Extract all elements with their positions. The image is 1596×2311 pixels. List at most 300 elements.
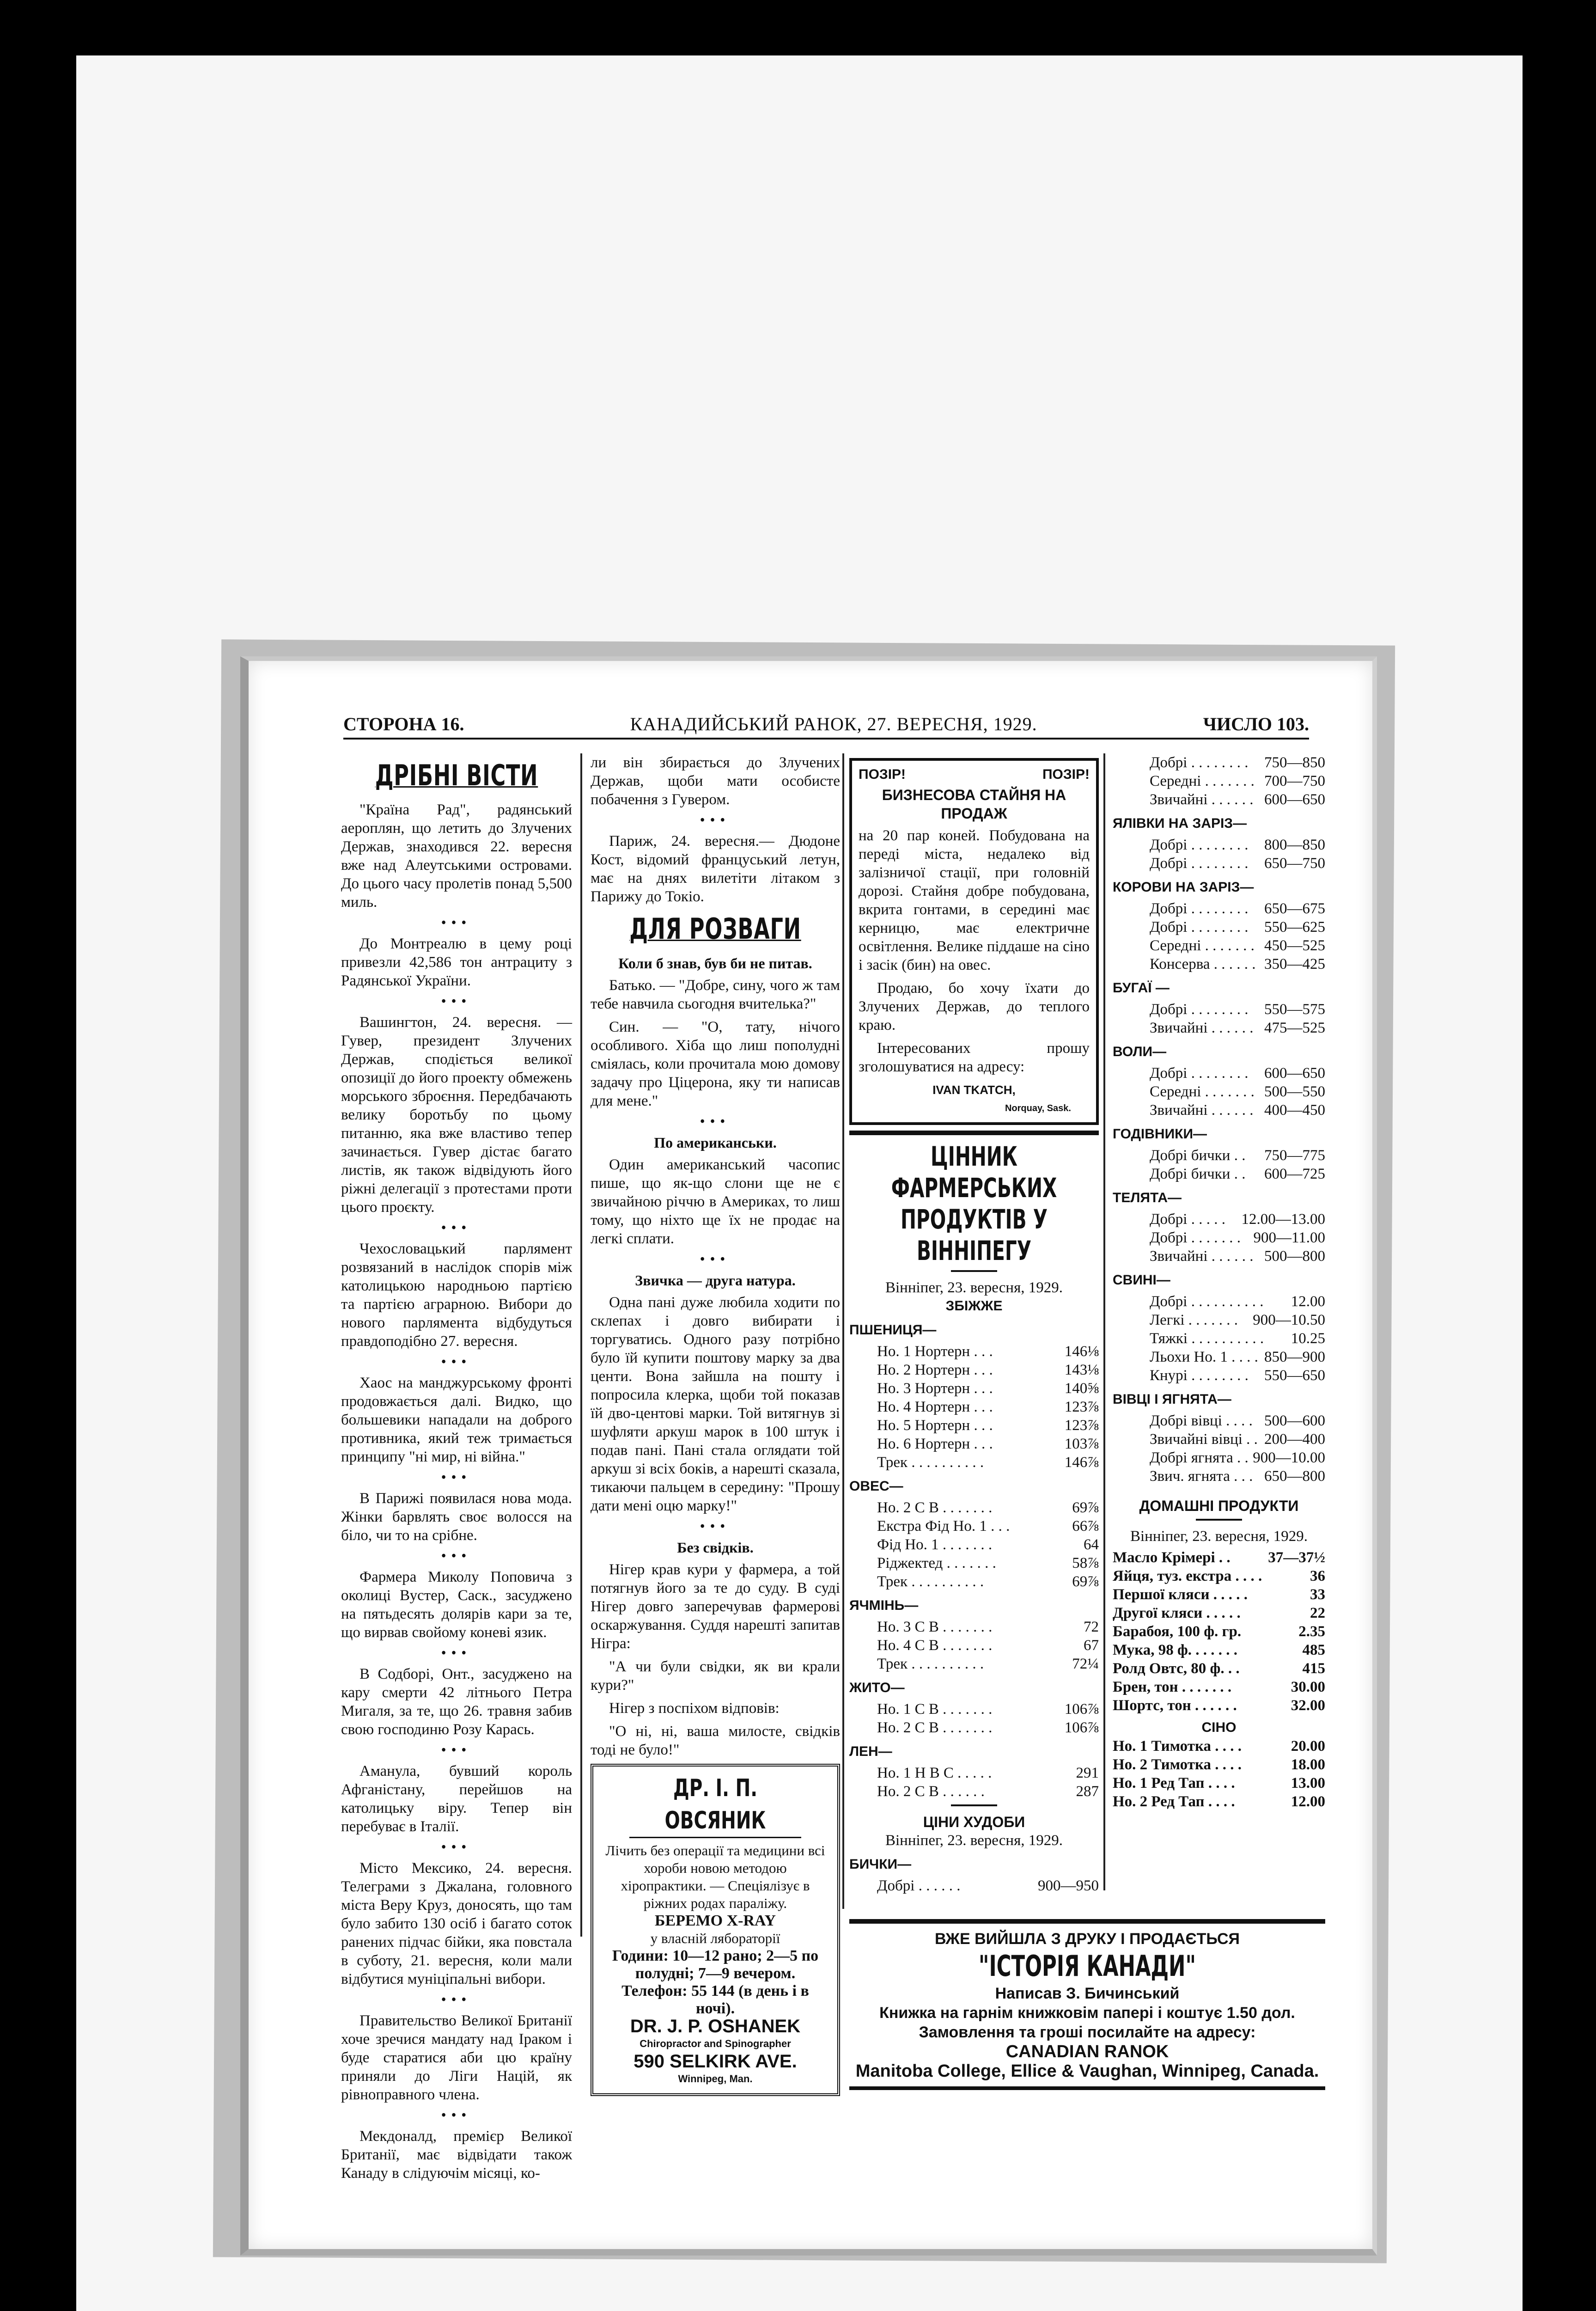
price-row xyxy=(877,1453,1099,1472)
price-label: Мука, 98 ф. . . . . . . xyxy=(1113,1642,1238,1658)
price-label: Брен, тон . . . . . . . xyxy=(1113,1679,1232,1695)
calves-prices xyxy=(1113,1210,1325,1266)
price-value: 900—11.00 xyxy=(1253,1229,1325,1246)
price-row xyxy=(1150,918,1325,936)
price-row xyxy=(877,1782,1099,1801)
page-number: СТОРОНА 16. xyxy=(343,714,464,734)
attention-right: ПОЗІР! xyxy=(1042,767,1090,782)
price-label: Добрі . . . . . . . . xyxy=(1150,919,1249,935)
price-row xyxy=(1150,936,1325,955)
price-label: Звич. ягнята . . . xyxy=(1150,1468,1253,1485)
price-value: 146⅛ xyxy=(1064,1343,1099,1360)
news-item: Париж, 24. вересня.— Дюдоне Кост, відомий француський летун, має на днях вилетіти літаком з Парижу до Токіо. xyxy=(591,833,840,905)
separator: ••• xyxy=(700,813,731,827)
price-value: 64 xyxy=(1084,1536,1099,1553)
price-label: Добрі . . . . . . . . . . xyxy=(1150,1293,1264,1310)
oats-heading: ОВЕС— xyxy=(849,1479,903,1494)
price-value: 750—850 xyxy=(1264,754,1325,771)
price-label: Но. 2 С В . . . . . . . xyxy=(877,1499,993,1516)
masthead xyxy=(343,712,1309,740)
ad-text: Лічить без операції та медицини всі хороби новою методою хіропрактики. — Спеціялізує в ріжних родах параліжу. xyxy=(605,1842,825,1911)
price-row xyxy=(1150,854,1325,873)
price-label: Середні . . . . . . . xyxy=(1150,773,1255,789)
prices-date: Вінніпег, 23. вересня, 1929. xyxy=(885,1279,1063,1296)
news-item: Чехословацький парлямент розвязаний в наслідок спорів між католицькою народньою партією та партією аграрною. Вибори до нового парлямента відбудуться правдоподібно 27. вересня. xyxy=(341,1241,572,1350)
price-row xyxy=(1150,772,1325,790)
column-rule xyxy=(842,753,844,1909)
price-label: Но. 2 Нортерн . . . xyxy=(877,1362,993,1378)
price-label: Добрі бички . . xyxy=(1150,1147,1246,1164)
separator: ••• xyxy=(441,1470,472,1485)
price-label: Барабоя, 100 ф. гр. xyxy=(1113,1623,1242,1640)
price-value: 485 xyxy=(1302,1642,1325,1658)
hay-prices xyxy=(1113,1737,1325,1811)
price-label: Но. 4 Нортерн . . . xyxy=(877,1399,993,1415)
ad-text: Інтересованих прошу зголошуватися на адресу: xyxy=(859,1040,1090,1075)
ad-location: Norquay, Sask. xyxy=(1005,1103,1071,1113)
ad-signature: IVAN TKATCH, xyxy=(932,1083,1016,1097)
book-title: "ІСТОРІЯ КАНАДИ" xyxy=(978,1949,1196,1983)
ad-xray: БЕРЕМО X-RAY xyxy=(654,1912,776,1929)
price-row xyxy=(877,1700,1099,1718)
price-value: 69⅞ xyxy=(1072,1573,1099,1590)
hay-heading: СІНО xyxy=(1201,1720,1237,1735)
news-item: "Країна Рад", радянський аероплян, що летить до Злучених Держав, знаходився 22. вересня вже над Алеутськими островами. До цього часу пролетів понад 5,500 миль. xyxy=(341,801,572,911)
price-row xyxy=(877,1636,1099,1655)
price-value: 2.35 xyxy=(1298,1623,1325,1640)
grain-heading: ЗБІЖЖЕ xyxy=(945,1298,1003,1314)
ad-address: 590 SELKIRK AVE. xyxy=(634,2051,797,2072)
price-value: 12.00 xyxy=(1291,1293,1325,1310)
news-heading: ДРІБНІ ВІСТИ xyxy=(375,758,538,792)
price-value: 69⅞ xyxy=(1072,1499,1099,1516)
price-row xyxy=(877,1517,1099,1535)
price-row xyxy=(1113,1774,1325,1792)
joke-text: Батько. — "Добре, сину, чого ж там тебе навчила сьогодня вчителька?" xyxy=(591,977,840,1012)
separator: ••• xyxy=(700,1114,731,1129)
joke-title: Без свідків. xyxy=(677,1539,754,1556)
section-rule xyxy=(849,1131,1099,1135)
price-label: Екстра Фід Но. 1 . . . xyxy=(877,1518,1010,1535)
price-row xyxy=(877,1554,1099,1572)
price-row xyxy=(1150,1000,1325,1019)
joke-title: Звичка — друга натура. xyxy=(635,1272,796,1289)
hogs-heading: СВИНІ— xyxy=(1113,1272,1170,1288)
steers-heading: БИЧКИ— xyxy=(849,1857,912,1872)
price-row xyxy=(1150,1247,1325,1266)
price-value: 143⅛ xyxy=(1064,1362,1099,1378)
ad-name: DR. J. P. OSHANEK xyxy=(630,2016,801,2036)
column-entertainment xyxy=(591,753,840,2096)
price-value: 58⅞ xyxy=(1072,1555,1099,1571)
column-prices xyxy=(849,753,1099,1895)
price-label: Но. 2 С В . . . . . . . xyxy=(877,1719,993,1736)
price-row xyxy=(1150,1412,1325,1430)
price-label: Трек . . . . . . . . . . xyxy=(877,1573,984,1590)
joke-text: "О ні, ні, ваша милосте, свідків тоді не було!" xyxy=(591,1723,840,1758)
price-label: Льохи Но. 1 . . . . xyxy=(1150,1349,1258,1365)
oxen-prices xyxy=(1113,1064,1325,1119)
price-value: 123⅞ xyxy=(1064,1399,1099,1415)
price-value: 66⅞ xyxy=(1072,1518,1099,1535)
price-value: 12.00 xyxy=(1291,1793,1325,1810)
column-rule xyxy=(580,753,582,1937)
price-value: 550—650 xyxy=(1264,1367,1325,1384)
price-label: Но. 1 Тимотка . . . . xyxy=(1113,1738,1242,1755)
price-value: 10.25 xyxy=(1291,1330,1325,1347)
newspaper-page xyxy=(240,656,1377,2256)
column-news xyxy=(341,753,572,2187)
home-products-heading: ДОМАШНІ ПРОДУКТИ xyxy=(1139,1498,1299,1514)
price-row xyxy=(1150,1210,1325,1229)
price-value: 36 xyxy=(1310,1568,1325,1584)
short-rule xyxy=(951,1270,997,1272)
price-row xyxy=(1150,1467,1325,1486)
home-products-prices xyxy=(1113,1548,1325,1715)
price-label: Звичайні . . . . . . xyxy=(1150,1248,1254,1265)
price-value: 750—775 xyxy=(1264,1147,1325,1164)
price-label: Но. 4 С В . . . . . . . xyxy=(877,1637,993,1654)
hogs-prices xyxy=(1113,1292,1325,1385)
price-row xyxy=(1113,1696,1325,1715)
price-row xyxy=(1150,1449,1325,1467)
price-row xyxy=(877,1435,1099,1453)
heifers-heading: ЯЛІВКИ НА ЗАРІЗ— xyxy=(1113,816,1247,831)
price-row xyxy=(877,1416,1099,1435)
news-item: До Монтреалю в цему році привезли 42,586 тон антрациту з Радянської України. xyxy=(341,935,572,989)
price-row xyxy=(1150,753,1325,772)
section-rule xyxy=(849,2086,1325,2090)
price-row xyxy=(1150,899,1325,918)
price-row xyxy=(877,1572,1099,1591)
ad-title: БИЗНЕСОВА СТАЙНЯ НА ПРОДАЖ xyxy=(882,787,1066,822)
rye-prices xyxy=(849,1700,1099,1737)
price-value: 400—450 xyxy=(1264,1102,1325,1119)
price-label: Но. 2 С В . . . . . . xyxy=(877,1783,985,1800)
price-row xyxy=(1150,1146,1325,1165)
book-advertisement xyxy=(849,1914,1325,2096)
rye-heading: ЖИТО— xyxy=(849,1680,905,1695)
price-label: Добрі . . . . . . . xyxy=(1150,1229,1241,1246)
news-item: Вашингтон, 24. вересня. — Гувер, президент Злучених Держав, сподіється великої опозиції до його проекту обмежень морського зброєння. Передбачають велику боротьбу по цьому питанню, яка вже властиво тепер зачинається. Гувер дістає багато листів, як також відвідують його ріжні делегації з протестами проти цього проєкту. xyxy=(341,1014,572,1216)
price-value: 103⅞ xyxy=(1064,1436,1099,1452)
price-label: Добрі . . . . . . xyxy=(877,1877,961,1894)
joke-text: "А чи були свідки, як ви крали кури?" xyxy=(591,1658,840,1694)
price-label: Но. 2 Тимотка . . . . xyxy=(1113,1756,1242,1773)
publisher-name: CANADIAN RANOK xyxy=(1005,2042,1169,2061)
price-row xyxy=(1113,1641,1325,1659)
price-label: Середні . . . . . . . xyxy=(1150,1083,1255,1100)
separator: ••• xyxy=(700,1252,731,1266)
price-label: Тяжкі . . . . . . . . . . xyxy=(1150,1330,1264,1347)
price-row xyxy=(1150,836,1325,854)
separator: ••• xyxy=(441,1993,472,2007)
ad-text: у власній лябораторії xyxy=(650,1930,780,1946)
price-label: Масло Крімері . . xyxy=(1113,1549,1231,1566)
wheat-prices xyxy=(849,1342,1099,1472)
price-label: Добрі . . . . . xyxy=(1150,1211,1225,1228)
price-value: 900—10.50 xyxy=(1253,1312,1325,1328)
price-row xyxy=(1150,1366,1325,1385)
price-label: Но. 1 Нортерн . . . xyxy=(877,1343,993,1360)
news-item: Правительство Великої Британії хоче зречися мандату над Іраком і буде старатися аби цю країну приняли до Ліги Націй, як рівноправного члена. xyxy=(341,2012,572,2103)
price-value: 650—750 xyxy=(1264,855,1325,872)
price-value: 20.00 xyxy=(1291,1738,1325,1755)
price-value: 287 xyxy=(1076,1783,1099,1800)
price-row xyxy=(1113,1792,1325,1811)
price-value: 600—650 xyxy=(1264,1065,1325,1082)
price-row xyxy=(877,1498,1099,1517)
cows-prices xyxy=(1113,899,1325,973)
barley-heading: ЯЧМІНЬ— xyxy=(849,1598,919,1613)
price-row xyxy=(1150,1348,1325,1366)
price-value: 600—725 xyxy=(1264,1166,1325,1182)
separator: ••• xyxy=(441,2108,472,2122)
joke-text: Одна пані дуже любила ходити по склепах і довго вибирати і торгуватись. Одного разу потрібно було їй купити поштову марку за два центи. Вона зайшла на пошту і попросила клерка, щоби той показав їй дво-центові марки. Той витягнув зі шуфляти аркуш марок в 100 штук і подав пані. Пані стала оглядати той аркуш зі всіх боків, а нарешті сказала, тикаючи пальцем в середину: "Прошу дати мені оцю марку!" xyxy=(591,1294,840,1514)
price-label: Добрі . . . . . . . . xyxy=(1150,1065,1249,1082)
price-value: 550—575 xyxy=(1264,1001,1325,1018)
book-announcement: ВЖЕ ВИЙШЛА З ДРУКУ І ПРОДАЄТЬСЯ xyxy=(935,1930,1240,1948)
price-row xyxy=(877,1655,1099,1673)
ad-phone: Телефон: 55 144 (в день і в ночі). xyxy=(621,1982,809,2017)
price-row xyxy=(1113,1604,1325,1622)
price-value: 500—800 xyxy=(1264,1248,1325,1265)
price-row xyxy=(1150,1292,1325,1311)
price-row xyxy=(877,1398,1099,1416)
ad-profession: Chiropractor and Spinographer xyxy=(640,2038,791,2049)
price-label: Середні . . . . . . . xyxy=(1150,937,1255,954)
price-value: 650—675 xyxy=(1264,900,1325,917)
book-price: Книжка на гарнім книжковім папері і коштує 1.50 дол. xyxy=(879,2004,1295,2022)
news-continuation: ли він збирається до Злучених Держав, щоби мати особисте побачення з Гувером. xyxy=(591,754,840,808)
price-label: Ролд Овтс, 80 ф. . . xyxy=(1113,1660,1240,1677)
price-label: Но. 3 Нортерн . . . xyxy=(877,1380,993,1397)
price-label: Яйця, туз. екстра . . . . xyxy=(1113,1568,1262,1584)
price-row xyxy=(877,1877,1099,1895)
heifers-prices xyxy=(1113,836,1325,873)
issue-number: ЧИСЛО 103. xyxy=(1203,714,1309,734)
price-value: 22 xyxy=(1310,1605,1325,1621)
price-value: 30.00 xyxy=(1291,1679,1325,1695)
price-label: Добрі ягнята . . xyxy=(1150,1449,1249,1466)
joke-title: Коли б знав, був би не питав. xyxy=(618,955,812,972)
price-row xyxy=(1150,955,1325,973)
cattle-heading: ЦІНИ ХУДОБИ xyxy=(923,1814,1025,1830)
price-label: Но. 3 С В . . . . . . . xyxy=(877,1619,993,1635)
price-label: Но. 1 Ред Тап . . . . xyxy=(1113,1775,1235,1791)
price-label: Но. 1 С В . . . . . . . xyxy=(877,1701,993,1718)
price-label: Звичайні . . . . . . xyxy=(1150,1102,1254,1119)
price-value: 475—525 xyxy=(1264,1020,1325,1036)
short-rule xyxy=(1196,1519,1242,1521)
price-label: Но. 5 Нортерн . . . xyxy=(877,1417,993,1434)
price-row xyxy=(1150,1101,1325,1119)
doctor-advertisement xyxy=(591,1764,840,2096)
price-value: 500—600 xyxy=(1264,1412,1325,1429)
ad-city: Winnipeg, Man. xyxy=(678,2073,753,2085)
price-row xyxy=(1113,1567,1325,1585)
joke-text: Нігер крав кури у фармера, а той потягнув його за те до суду. В суді Нігер довго заперечував фармерові оскаржування. Суддя нарешті запитав Нігра: xyxy=(591,1561,840,1652)
price-value: 900—10.00 xyxy=(1253,1449,1325,1466)
price-row xyxy=(1150,1064,1325,1082)
price-row xyxy=(1113,1548,1325,1567)
price-value: 32.00 xyxy=(1291,1697,1325,1714)
price-value: 450—525 xyxy=(1264,937,1325,954)
price-value: 72 xyxy=(1084,1619,1099,1635)
separator: ••• xyxy=(441,1549,472,1563)
section-rule xyxy=(849,1919,1325,1924)
separator: ••• xyxy=(441,1743,472,1757)
price-row xyxy=(1113,1659,1325,1678)
ad-hours: Години: 10—12 рано; 2—5 по полудні; 7—9 вечером. xyxy=(612,1947,819,1982)
price-label: Добрі . . . . . . . . xyxy=(1150,754,1249,771)
feeders-heading: ГОДІВНИКИ— xyxy=(1113,1126,1207,1142)
price-row xyxy=(1150,1165,1325,1183)
price-label: Добрі . . . . . . . . xyxy=(1150,837,1249,853)
price-row xyxy=(877,1379,1099,1398)
price-label: Фід Но. 1 . . . . . . . xyxy=(877,1536,993,1553)
price-row xyxy=(1150,1082,1325,1101)
feeders-prices xyxy=(1113,1146,1325,1183)
cattle-date: Вінніпег, 23. вересня, 1929. xyxy=(885,1832,1063,1849)
steers-prices xyxy=(849,1877,1099,1895)
price-row xyxy=(1113,1585,1325,1604)
price-value: 12.00—13.00 xyxy=(1241,1211,1325,1228)
separator: ••• xyxy=(441,916,472,930)
price-row xyxy=(1150,1019,1325,1037)
separator: ••• xyxy=(441,994,472,1009)
price-label: Добрі . . . . . . . . xyxy=(1150,900,1249,917)
joke-text: Нігер з поспіхом відповів: xyxy=(609,1700,780,1717)
sheep-heading: ВІВЦІ І ЯГНЯТА— xyxy=(1113,1392,1231,1407)
price-row xyxy=(877,1764,1099,1782)
publisher-address: Manitoba College, Ellice & Vaughan, Winnipeg, Canada. xyxy=(855,2061,1319,2081)
price-value: 291 xyxy=(1076,1765,1099,1781)
price-value: 550—625 xyxy=(1264,919,1325,935)
news-item: Хаос на манджурському фронті продовжається далі. Видко, що большевики нападали на доброго противника, який теж тримається принципу "ні мир, ні війна." xyxy=(341,1375,572,1465)
price-label: Трек . . . . . . . . . . xyxy=(877,1656,984,1672)
oats-prices xyxy=(849,1498,1099,1591)
price-label: Ріджектед . . . . . . . xyxy=(877,1555,996,1571)
price-row xyxy=(1150,790,1325,809)
short-rule xyxy=(951,1804,997,1806)
stable-advertisement xyxy=(849,758,1099,1125)
price-label: Звичайні . . . . . . xyxy=(1150,1020,1254,1036)
price-row xyxy=(1113,1622,1325,1641)
price-value: 800—850 xyxy=(1264,837,1325,853)
cows-heading: КОРОВИ НА ЗАРІЗ— xyxy=(1113,880,1254,895)
entertainment-heading: ДЛЯ РОЗВАГИ xyxy=(629,912,801,946)
price-label: Но. 6 Нортерн . . . xyxy=(877,1436,993,1452)
price-row xyxy=(877,1535,1099,1554)
price-value: 106⅞ xyxy=(1064,1701,1099,1718)
price-value: 200—400 xyxy=(1264,1431,1325,1448)
price-value: 500—550 xyxy=(1264,1083,1325,1100)
cattle-prices xyxy=(1113,753,1325,809)
flax-heading: ЛЕН— xyxy=(849,1744,892,1759)
price-row xyxy=(1150,1329,1325,1348)
book-author: Написав З. Бичинський xyxy=(995,1985,1180,2002)
flax-prices xyxy=(849,1764,1099,1801)
price-row xyxy=(1113,1755,1325,1774)
price-row xyxy=(1113,1678,1325,1696)
ad-text: на 20 пар коней. Побудована на переді міста, недалеко від залізничої стації, при головній дорозі. Стайня добре побудована, вкрита гонтами, в середині має керницю, має електричне освітлення. Велике піддаше на сіно і засік (бин) на овес. xyxy=(859,827,1090,973)
price-value: 600—650 xyxy=(1264,791,1325,808)
price-label: Добрі бички . . xyxy=(1150,1166,1246,1182)
price-label: Трек . . . . . . . . . . xyxy=(877,1454,984,1471)
price-label: Добрі . . . . . . . . xyxy=(1150,1001,1249,1018)
price-value: 72¼ xyxy=(1072,1656,1099,1672)
price-label: Другої кляси . . . . . xyxy=(1113,1605,1241,1621)
price-label: Но. 1 Н В С . . . . . xyxy=(877,1765,992,1781)
price-value: 13.00 xyxy=(1291,1775,1325,1791)
news-item: В Содборі, Онт., засуджено на кару смерти 42 літнього Петра Мигаля, за те, що 26. травня забив свою господиню Розу Карась. xyxy=(341,1666,572,1738)
column-livestock xyxy=(1113,753,1325,1811)
price-row xyxy=(877,1342,1099,1361)
news-item: Мекдоналд, премієр Великої Британії, має відвідати також Канаду в слідуючім місяці, ко- xyxy=(341,2128,572,2182)
prices-heading: ЦІННИК ФАРМЕРСЬКИХ ПРОДУКТІВ У ВІННІПЕГУ xyxy=(891,1141,1057,1266)
price-row xyxy=(1150,1430,1325,1449)
ad-text: Продаю, бо хочу їхати до Злучених Держав, до теплого краю. xyxy=(859,980,1090,1033)
price-row xyxy=(1113,1737,1325,1755)
price-row xyxy=(877,1618,1099,1636)
joke-title: По американськи. xyxy=(654,1134,777,1151)
price-label: Звичайні . . . . . . xyxy=(1150,791,1254,808)
price-value: 123⅞ xyxy=(1064,1417,1099,1434)
price-value: 33 xyxy=(1310,1586,1325,1603)
home-products-date: Вінніпег, 23. вересня, 1929. xyxy=(1130,1528,1308,1545)
joke-text: Один американський часопис пише, що як-що слони ще не є звичайною річчю в Америках, то лиш тому, що ніхто ще їх не продає на легкі сплати. xyxy=(591,1156,840,1247)
separator: ••• xyxy=(441,1221,472,1235)
price-value: 700—750 xyxy=(1264,773,1325,789)
price-label: Першої кляси . . . . . xyxy=(1113,1586,1248,1603)
price-label: Легкі . . . . . . . xyxy=(1150,1312,1238,1328)
separator: ••• xyxy=(441,1840,472,1854)
bulls-heading: БУГАЇ — xyxy=(1113,980,1170,996)
barley-prices xyxy=(849,1618,1099,1673)
price-value: 650—800 xyxy=(1264,1468,1325,1485)
price-label: Кнурі . . . . . . . . xyxy=(1150,1367,1249,1384)
ad-heading: ДР. І. П. ОВСЯНИК xyxy=(629,1772,801,1838)
price-row xyxy=(877,1361,1099,1379)
price-value: 850—900 xyxy=(1264,1349,1325,1365)
separator: ••• xyxy=(700,1519,731,1534)
price-value: 350—425 xyxy=(1264,956,1325,972)
price-label: Звичайні вівці . . xyxy=(1150,1431,1258,1448)
sheep-prices xyxy=(1113,1412,1325,1486)
price-value: 37—37½ xyxy=(1268,1549,1325,1566)
price-label: Но. 2 Ред Тап . . . . xyxy=(1113,1793,1235,1810)
news-item: В Парижі появилася нова мода. Жінки барвлять своє волосся на біло, чи то на срібне. xyxy=(341,1490,572,1544)
wheat-heading: ПШЕНИЦЯ— xyxy=(849,1322,937,1338)
price-value: 900—950 xyxy=(1038,1877,1099,1894)
news-item: Аманула, бувший король Афганістану, перейшов на католицьку віру. Тепер він перебуває в Італії. xyxy=(341,1763,572,1835)
news-item: Місто Мексико, 24. вересня. Телеграми з Джалана, головного міста Веру Круз, доносять, що там було забито 130 осіб і багато соток ранених підчас бійки, яка повстала в суботу, 21. вересня, коли мали відбутися муніціпальні вибори. xyxy=(341,1860,572,1987)
price-row xyxy=(1150,1229,1325,1247)
price-row xyxy=(1150,1311,1325,1329)
joke-text: Син. — "О, тату, нічого особливого. Хіба що лиш пополудні сміялась, коли прочитала мою домову задачу про Ціцерона, яку ти написав для мене." xyxy=(591,1019,840,1109)
price-value: 415 xyxy=(1302,1660,1325,1677)
book-order-info: Замовлення та гроші посилайте на адресу: xyxy=(919,2024,1256,2041)
price-label: Добрі . . . . . . . . xyxy=(1150,855,1249,872)
attention-left: ПОЗІР! xyxy=(859,767,906,782)
price-label: Шортс, тон . . . . . . xyxy=(1113,1697,1237,1714)
separator: ••• xyxy=(441,1355,472,1369)
price-label: Добрі вівці . . . . xyxy=(1150,1412,1253,1429)
price-value: 106⅞ xyxy=(1064,1719,1099,1736)
price-row xyxy=(877,1718,1099,1737)
bulls-prices xyxy=(1113,1000,1325,1037)
